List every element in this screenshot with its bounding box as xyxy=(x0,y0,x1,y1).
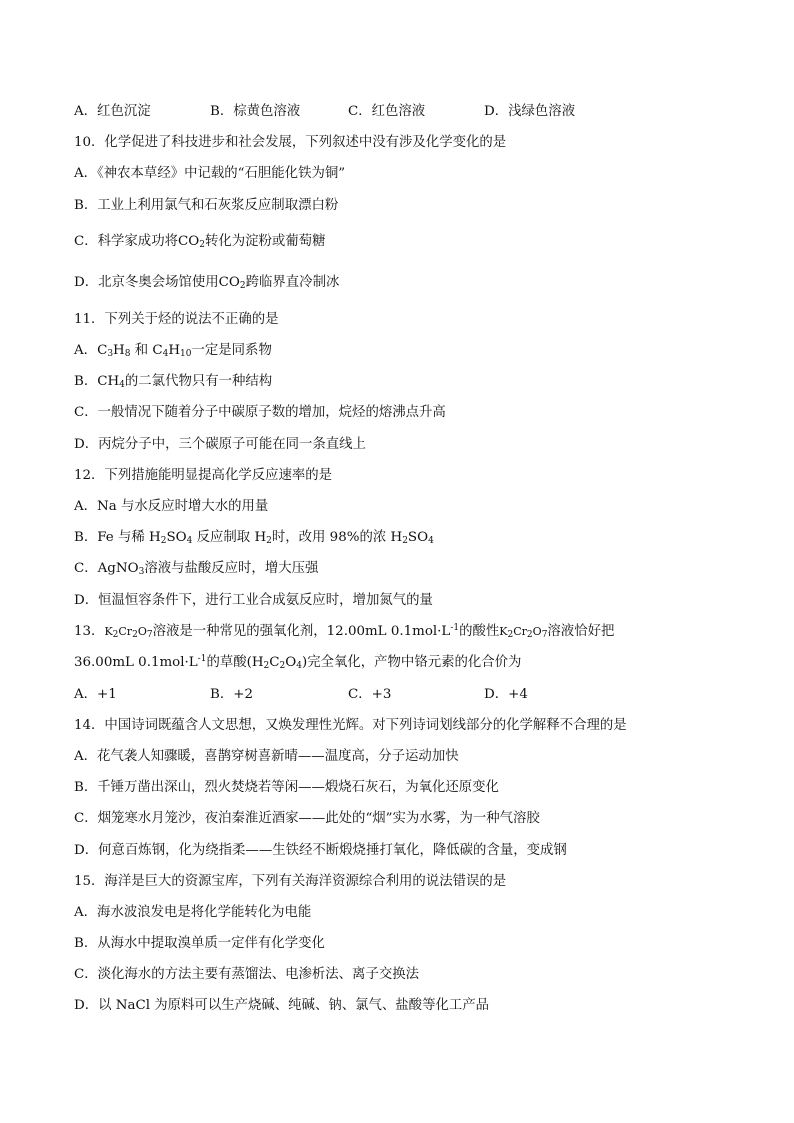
q14-stem: 14．中国诗词既蕴含人文思想，又焕发理性光辉。对下列诗词划线部分的化学解释不合理的是 xyxy=(74,718,627,733)
q10-option-a: A．《神农本草经》中记载的“石胆能化铁为铜” xyxy=(74,166,346,181)
q15-option-d: D．以 NaCl 为原料可以生产烧碱、纯碱、钠、氯气、盐酸等化工产品 xyxy=(74,998,490,1013)
q11-option-c: C．一般情况下随着分子中碳原子数的增加，烷烃的熔沸点升高 xyxy=(74,405,446,420)
q11-stem: 11．下列关于烃的说法不正确的是 xyxy=(74,312,279,327)
q13-option-b: B．+2 xyxy=(210,687,253,702)
q14-option-d: D．何意百炼钢，化为绕指柔——生铁经不断煅烧捶打氧化，降低碳的含量，变成钢 xyxy=(74,843,567,858)
q15-stem: 15．海洋是巨大的资源宝库，下列有关海洋资源综合利用的说法错误的是 xyxy=(74,874,507,889)
q11-option-a: A．$C_3H_8$ 和 $C_4H_{10}$一定是同系物 xyxy=(74,343,272,359)
q14-option-c: C．烟笼寒水月笼沙，夜泊秦淮近酒家——此处的“烟”实为水雾，为一种气溶胶 xyxy=(74,811,540,826)
q10-option-d: D．北京冬奥会场馆使用$CO_2$跨临界直冷制冰 xyxy=(74,275,340,291)
q13-stem-line2: 36.00mL $0.1mol\cdot L^{-1}$的草酸$(H_2C_2O_4)$完全氧化，产物中铬元素的化合价为 xyxy=(74,654,522,671)
q12-option-c: C．AgNO$_3$溶液与盐酸反应时，增大压强 xyxy=(74,561,319,577)
q13-option-a: A．+1 xyxy=(74,687,117,702)
q15-option-a: A．海水波浪发电是将化学能转化为电能 xyxy=(74,905,312,920)
q13-stem: 13．$K_2Cr_2O_7$溶液是一种常见的强氧化剂，12.00mL $0.1mol\cdot L^{-1}$的酸性$K_2Cr_2O_7$溶液恰好把 xyxy=(74,623,615,640)
q10-stem: 10．化学促进了科技进步和社会发展，下列叙述中没有涉及化学变化的是 xyxy=(74,135,507,150)
q9-option-c: C．红色溶液 xyxy=(348,104,426,119)
q12-stem: 12．下列措施能明显提高化学反应速率的是 xyxy=(74,468,333,483)
q12-option-b: B．Fe 与稀 $H_2SO_4$ 反应制取 $H_2$时，改用 98%的浓 $H_2SO_4$ xyxy=(74,530,434,546)
q11-option-b: B．$CH_4$的二氯代物只有一种结构 xyxy=(74,374,273,390)
q9-option-b: B．棕黄色溶液 xyxy=(210,104,301,119)
q15-option-b: B．从海水中提取溴单质一定伴有化学变化 xyxy=(74,936,325,951)
q12-option-d: D．恒温恒容条件下，进行工业合成氨反应时，增加氮气的量 xyxy=(74,593,433,608)
q11-option-d: D．丙烷分子中，三个碳原子可能在同一条直线上 xyxy=(74,437,366,452)
q15-option-c: C．淡化海水的方法主要有蒸馏法、电渗析法、离子交换法 xyxy=(74,967,420,982)
q9-option-a: A．红色沉淀 xyxy=(74,104,151,119)
q13-option-c: C．+3 xyxy=(348,687,392,702)
q12-option-a: A．Na 与水反应时增大水的用量 xyxy=(74,499,269,514)
q10-option-c: C．科学家成功将$CO_2$转化为淀粉或葡萄糖 xyxy=(74,234,326,250)
q14-option-a: A．花气袭人知骤暖，喜鹊穿树喜新晴——温度高，分子运动加快 xyxy=(74,749,459,764)
q14-option-b: B．千锤万凿出深山，烈火焚烧若等闲——煅烧石灰石，为氧化还原变化 xyxy=(74,780,499,795)
q13-option-d: D．+4 xyxy=(484,687,528,702)
q10-option-b: B．工业上利用氯气和石灰浆反应制取漂白粉 xyxy=(74,198,339,213)
q9-option-d: D．浅绿色溶液 xyxy=(484,104,576,119)
